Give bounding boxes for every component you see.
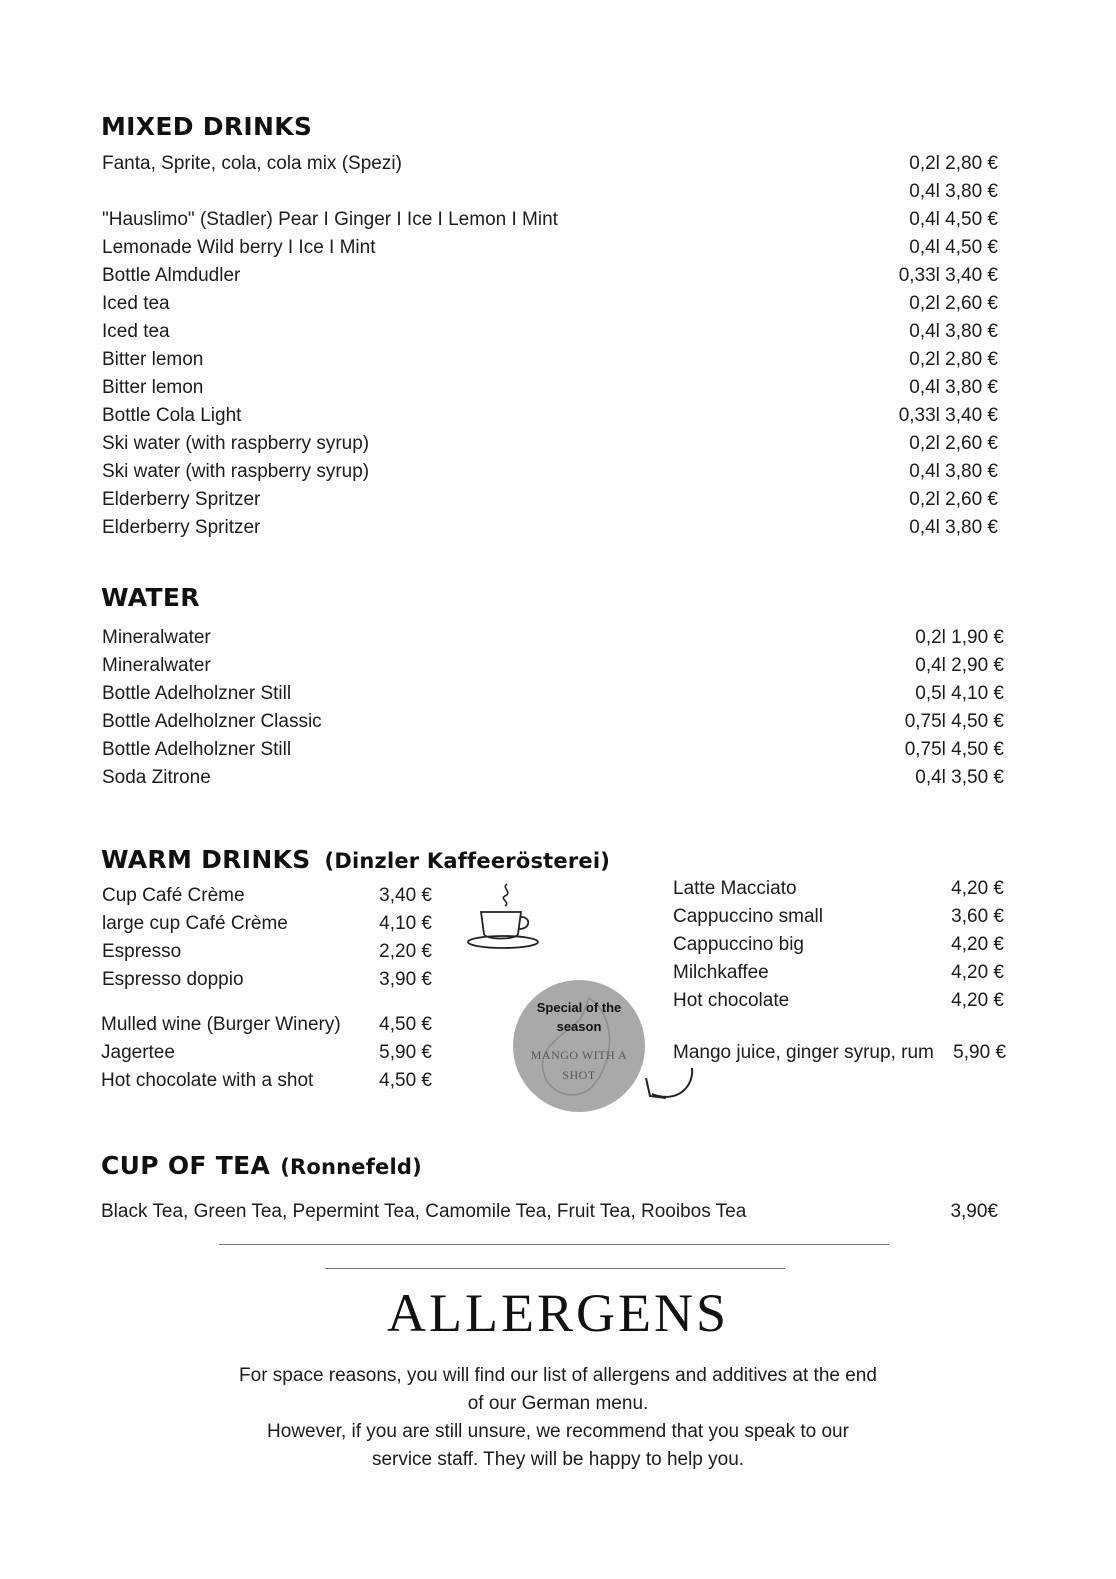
item-name: Bottle Almdudler — [102, 265, 241, 286]
item-price: 0,4l 3,50 € — [915, 767, 1004, 788]
item-price: 4,20 € — [951, 878, 1004, 899]
menu-item — [101, 1198, 998, 1226]
item-price: 5,90 € — [379, 1042, 432, 1063]
menu-item — [102, 882, 432, 910]
item-name: Black Tea, Green Tea, Pepermint Tea, Camomile Tea, Fruit Tea, Rooibos Tea — [101, 1201, 747, 1222]
menu-item — [102, 206, 998, 234]
menu-item — [673, 875, 1004, 903]
item-price: 4,50 € — [379, 1070, 432, 1091]
item-price: 4,20 € — [951, 990, 1004, 1011]
item-price: 3,90 € — [379, 969, 432, 990]
allergens-line: of our German menu. — [467, 1393, 649, 1414]
menu-item — [102, 514, 998, 542]
badge-title-line: season — [556, 1019, 602, 1034]
item-name: Iced tea — [102, 321, 170, 342]
tea-subtitle: (Ronnefeld) — [280, 1155, 422, 1179]
item-price: 0,4l 4,50 € — [909, 209, 998, 230]
item-name: Bitter lemon — [102, 377, 204, 398]
tea-heading — [101, 1151, 422, 1180]
item-price: 0,33l 3,40 € — [898, 265, 998, 286]
menu-item — [673, 903, 1004, 931]
item-name: Soda Zitrone — [102, 767, 211, 788]
item-price: 0,4l 4,50 € — [909, 237, 998, 258]
item-name: Bitter lemon — [102, 349, 204, 370]
tea-title: CUP OF TEA — [101, 1151, 271, 1180]
menu-item — [673, 987, 1004, 1015]
item-name: Cappuccino big — [673, 934, 804, 955]
item-name: Elderberry Spritzer — [102, 517, 261, 538]
allergens-line: For space reasons, you will find our list of allergens and additives at the end — [239, 1365, 877, 1386]
warm-drinks-milk-list — [673, 875, 1004, 1015]
item-name: Milchkaffee — [673, 962, 769, 983]
item-price: 3,40 € — [379, 885, 432, 906]
item-name: Latte Macciato — [673, 878, 797, 899]
allergens-text — [208, 1362, 908, 1474]
menu-item — [102, 938, 432, 966]
menu-item — [102, 736, 1004, 764]
item-price: 0,4l 3,80 € — [909, 321, 998, 342]
item-name: Cup Café Crème — [102, 885, 245, 906]
item-price: 0,4l 3,80 € — [909, 517, 998, 538]
menu-item — [102, 910, 432, 938]
menu-item — [102, 262, 998, 290]
menu-item — [102, 966, 432, 994]
item-name: Ski water (with raspberry syrup) — [102, 461, 370, 482]
badge-item-line: SHOT — [562, 1068, 596, 1082]
item-name: Bottle Adelholzner Still — [102, 683, 292, 704]
warm-drinks-heading — [101, 845, 610, 874]
item-price: 2,20 € — [379, 941, 432, 962]
water-heading: WATER — [101, 583, 200, 612]
item-price: 4,20 € — [951, 962, 1004, 983]
menu-item — [101, 1067, 432, 1095]
item-name: Cappuccino small — [673, 906, 823, 927]
item-price: 0,2l 1,90 € — [915, 627, 1004, 648]
item-name: Lemonade Wild berry I Ice I Mint — [102, 237, 376, 258]
divider-line — [325, 1268, 785, 1269]
item-name: Espresso — [102, 941, 182, 962]
menu-item — [102, 486, 998, 514]
item-name: Bottle Adelholzner Classic — [102, 711, 322, 732]
item-price: 0,4l 3,80 € — [909, 377, 998, 398]
item-price: 4,50 € — [379, 1014, 432, 1035]
item-price: 0,75l 4,50 € — [904, 711, 1004, 732]
item-name: Iced tea — [102, 293, 170, 314]
menu-item — [102, 430, 998, 458]
menu-item — [102, 708, 1004, 736]
item-name: Jagertee — [101, 1042, 175, 1063]
item-price: 0,75l 4,50 € — [904, 739, 1004, 760]
warm-drinks-title: WARM DRINKS — [101, 845, 311, 874]
item-price: 3,60 € — [951, 906, 1004, 927]
menu-item — [101, 1011, 432, 1039]
warm-drinks-shot-list — [101, 1011, 432, 1095]
menu-item — [673, 959, 1004, 987]
item-name: large cup Café Crème — [102, 913, 288, 934]
menu-item — [102, 680, 1004, 708]
item-price: 0,4l 3,80 € — [909, 461, 998, 482]
item-price: 4,20 € — [951, 934, 1004, 955]
badge-title — [513, 998, 645, 1036]
item-name: Fanta, Sprite, cola, cola mix (Spezi) — [102, 153, 402, 174]
item-price: 0,4l 3,80 € — [909, 181, 998, 202]
menu-item — [673, 931, 1004, 959]
menu-item — [102, 346, 998, 374]
allergens-line: However, if you are still unsure, we recommend that you speak to our — [267, 1421, 849, 1442]
item-price: 0,4l 2,90 € — [915, 655, 1004, 676]
badge-item-line: MANGO WITH A — [530, 1048, 628, 1062]
tea-list — [101, 1198, 998, 1226]
item-name: Ski water (with raspberry syrup) — [102, 433, 370, 454]
item-price: 0,2l 2,60 € — [909, 489, 998, 510]
menu-item — [102, 652, 1004, 680]
item-price: 4,10 € — [379, 913, 432, 934]
allergens-line: service staff. They will be happy to help you. — [371, 1449, 745, 1470]
item-name: Bottle Cola Light — [102, 405, 242, 426]
item-price: 0,2l 2,60 € — [909, 293, 998, 314]
badge-title-line: Special of the — [536, 1000, 622, 1015]
item-name: Hot chocolate — [673, 990, 790, 1011]
allergens-heading: ALLERGENS — [387, 1283, 729, 1343]
menu-item — [102, 178, 998, 206]
item-name: "Hauslimo" (Stadler) Pear I Ginger I Ice I Lemon I Mint — [102, 209, 558, 230]
coffee-cup-icon — [467, 878, 543, 954]
mixed-drinks-heading: MIXED DRINKS — [101, 112, 313, 141]
menu-item — [102, 150, 998, 178]
item-price: 0,5l 4,10 € — [915, 683, 1004, 704]
item-name: Hot chocolate with a shot — [101, 1070, 314, 1091]
menu-item — [102, 624, 1004, 652]
item-price: 0,2l 2,60 € — [909, 433, 998, 454]
item-price: 3,90€ — [950, 1201, 998, 1222]
menu-item — [101, 1039, 432, 1067]
item-price: 0,2l 2,80 € — [909, 349, 998, 370]
menu-item — [102, 764, 1004, 792]
menu-item — [102, 402, 998, 430]
warm-drinks-coffee-list — [102, 882, 432, 994]
item-price: 5,90 € — [953, 1042, 1006, 1063]
menu-item — [102, 458, 998, 486]
mixed-drinks-list — [102, 150, 998, 542]
badge-item — [513, 1045, 645, 1085]
item-name: Elderberry Spritzer — [102, 489, 261, 510]
water-list — [102, 624, 1004, 792]
divider-line — [219, 1244, 889, 1245]
special-item-list — [673, 1039, 1006, 1067]
item-name: Mineralwater — [102, 655, 211, 676]
menu-item — [102, 318, 998, 346]
item-name: Mineralwater — [102, 627, 211, 648]
item-name: Espresso doppio — [102, 969, 244, 990]
item-name: Mulled wine (Burger Winery) — [101, 1014, 341, 1035]
menu-item — [673, 1039, 1006, 1067]
item-name: Bottle Adelholzner Still — [102, 739, 292, 760]
item-name: Mango juice, ginger syrup, rum — [673, 1042, 934, 1063]
menu-item — [102, 234, 998, 262]
item-price: 0,2l 2,80 € — [909, 153, 998, 174]
menu-item — [102, 374, 998, 402]
special-of-season-badge — [513, 980, 645, 1112]
curved-arrow-icon — [642, 1062, 702, 1108]
item-price: 0,33l 3,40 € — [898, 405, 998, 426]
warm-drinks-subtitle: (Dinzler Kaffeerösterei) — [324, 849, 611, 873]
menu-item — [102, 290, 998, 318]
